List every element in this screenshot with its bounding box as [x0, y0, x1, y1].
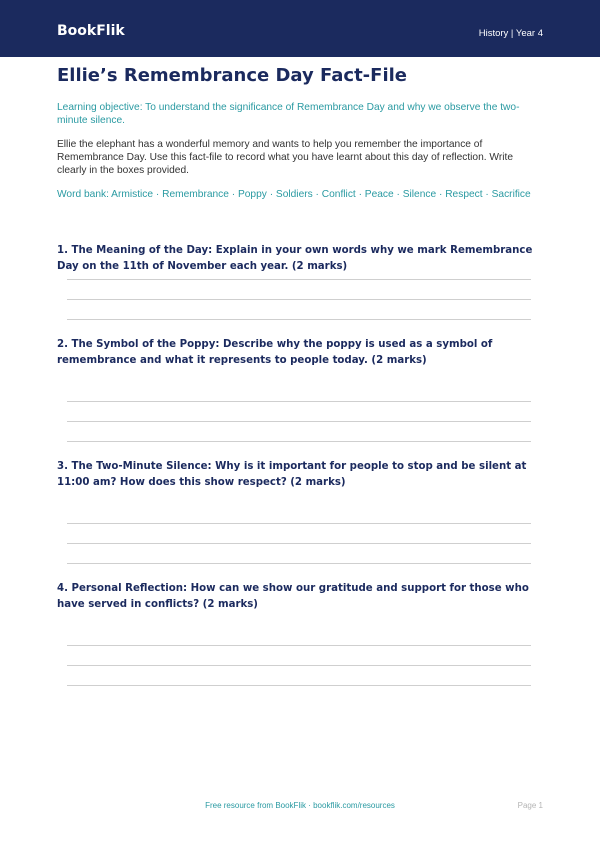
intro-section	[57, 65, 543, 201]
brand-logo[interactable]: BookFlik	[57, 23, 125, 39]
word-bank: Word bank: Armistice · Remembrance · Poppy · Soldiers · Conflict · Peace · Silence · Respect · Sacrifice	[57, 189, 531, 200]
question-text: 2. The Symbol of the Poppy: Describe why the poppy is used as a symbol of remembrance and what it represents to people today. (2 marks)	[57, 339, 493, 366]
footer-link[interactable]: Free resource from BookFlik · bookflik.com/resources	[205, 801, 395, 810]
breadcrumb: History | Year 4	[478, 28, 543, 39]
question-4	[57, 581, 543, 613]
answer-line[interactable]	[67, 523, 531, 524]
question-text: 1. The Meaning of the Day: Explain in your own words why we mark Remembrance Day on the 11th of November each year. (2 marks)	[57, 245, 533, 272]
answer-line[interactable]	[67, 543, 531, 544]
answer-line[interactable]	[67, 563, 531, 564]
question-2	[57, 337, 543, 369]
question-3	[57, 459, 543, 491]
answer-line[interactable]	[67, 421, 531, 422]
answer-line[interactable]	[67, 441, 531, 442]
question-text: 4. Personal Reflection: How can we show our gratitude and support for those who have served in conflicts? (2 marks)	[57, 583, 529, 610]
question-text: 3. The Two-Minute Silence: Why is it important for people to stop and be silent at 11:00 am? How does this show respect? (2 marks)	[57, 461, 527, 488]
answer-line[interactable]	[67, 401, 531, 402]
answer-line[interactable]	[67, 685, 531, 686]
answer-line[interactable]	[67, 665, 531, 666]
page-number: Page 1	[517, 801, 543, 810]
answer-line[interactable]	[67, 319, 531, 320]
answer-line[interactable]	[67, 645, 531, 646]
learning-objective: Learning objective: To understand the significance of Remembrance Day and why we observe the two-minute silence.	[57, 102, 520, 126]
header-bar	[0, 0, 600, 57]
answer-line[interactable]	[67, 299, 531, 300]
intro-paragraph: Ellie the elephant has a wonderful memory and wants to help you remember the importance of Remembrance Day. Use this fact-file to record what you have learnt about this day of reflection. Write clearly in the boxes provided.	[57, 139, 514, 176]
answer-line[interactable]	[67, 279, 531, 280]
page-title: Ellie’s Remembrance Day Fact-File	[57, 65, 407, 86]
question-1	[57, 243, 543, 275]
